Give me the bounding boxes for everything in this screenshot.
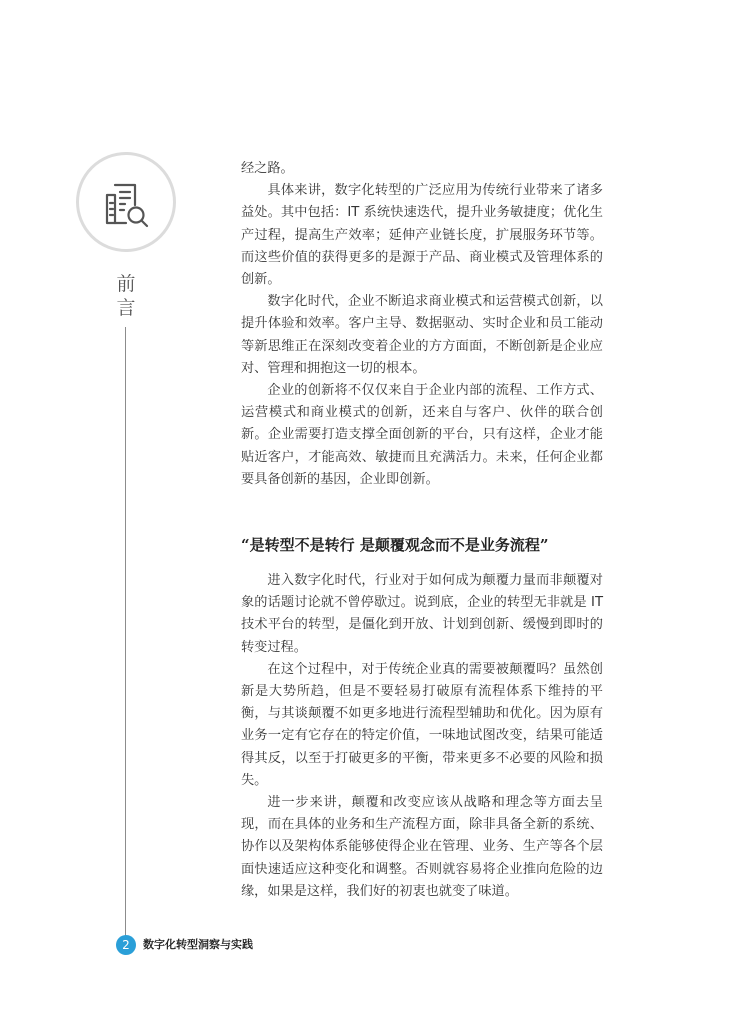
sidebar-divider	[125, 327, 126, 943]
paragraph-4: 企业的创新将不仅仅来自于企业内部的流程、工作方式、运营模式和商业模式的创新，还来自与客户、伙伴的联合创新。企业需要打造支撑全面创新的平台，只有这样，企业才能贴近客户，才能高效、敏捷而且充满活力。未来，任何企业都要具备创新的基因，企业即创新。	[241, 383, 603, 487]
document-search-icon	[99, 177, 159, 231]
paragraph-1: 经之路。	[241, 161, 294, 176]
footer-book-title: 数字化转型洞察与实践	[143, 938, 253, 951]
paragraph-6: 在这个过程中，对于传统企业真的需要被颠覆吗？虽然创新是大势所趋，但是不要轻易打破原有流程体系下维持的平衡，与其谈颠覆不如更多地进行流程型辅助和优化。因为原有业务一定有它存在的特定价值，一味地试图改变，结果可能适得其反，以至于打破更多的平衡，带来更多不必要的风险和损失。	[241, 661, 603, 788]
paragraph-3: 数字化时代，企业不断追求商业模式和运营模式创新，以提升体验和效率。客户主导、数据驱动、实时企业和员工能动等新思维正在深刻改变着企业的方方面面，不断创新是企业应对、管理和拥抱这一切的根本。	[241, 294, 603, 376]
paragraph-5: 进入数字化时代，行业对于如何成为颠覆力量而非颠覆对象的话题讨论就不曾停歇过。说到底，企业的转型无非就是 IT 技术平台的转型，是僵化到开放、计划到创新、缓慢到即时的转变过程。	[241, 573, 603, 655]
page-number-badge: 2	[116, 935, 136, 955]
chapter-icon-badge	[76, 152, 176, 252]
paragraph-2: 具体来讲，数字化转型的广泛应用为传统行业带来了诸多益处。其中包括：IT 系统快速迭代，提升业务敏捷度；优化生产过程，提高生产效率；延伸产业链长度，扩展服务环节等。而这些价值的获得更多的是源于产品、商业模式及管理体系的创新。	[241, 183, 603, 288]
main-content	[241, 158, 603, 903]
chapter-title: 前言	[116, 273, 136, 319]
paragraph-7: 进一步来讲，颠覆和改变应该从战略和理念等方面去呈现，而在具体的业务和生产流程方面，除非具备全新的系统、协作以及架构体系能够使得企业在管理、业务、生产等各个层面快速适应这种变化和调整。否则就容易将企业推向危险的边缘，如果是这样，我们好的初衷也就变了味道。	[241, 795, 603, 899]
section-heading: “是转型不是转行 是颠覆观念而不是业务流程”	[241, 536, 549, 555]
